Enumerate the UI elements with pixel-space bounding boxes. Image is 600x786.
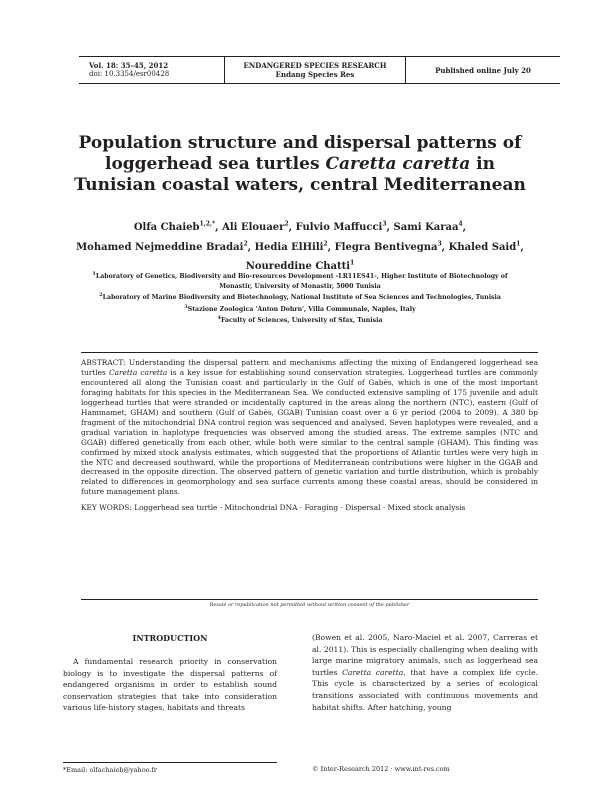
title-species: Caretta caretta [325, 154, 471, 174]
affiliation [75, 314, 525, 326]
journal-name-abbrev: Endang Species Res [275, 70, 355, 79]
author-affiliation-marker: 2 [323, 240, 328, 248]
author-name: Olfa Chaieb [133, 222, 200, 234]
author [296, 222, 394, 233]
title-text-1: Population structure and dispersal patterns of loggerhead sea turtles [78, 133, 522, 174]
author-affiliation-marker: 3 [382, 221, 387, 228]
author [394, 222, 467, 233]
author-name: Fulvio Maffucci [295, 222, 383, 234]
abstract-text-2: is a key issue for establishing sound conservation strategies. Loggerhead turtles are commonly encountered all along the Tunisian coast and particularly in the Gulf of Gabès, which is one of the most important foraging habitats for this species in the Mediterranean Sea. We conducted extensive sampling of 175 juvenile and adult loggerhead turtles that were stranded or incidentally captured in the areas along the northern (NTC), eastern (Gulf of Hammamet, GHAM) and southern (Gulf of Gabès, GGAB) Tunisian coast over a 6 yr period (2004 to 2009). A 380 bp fragment of the mitochondrial DNA control region was sequenced and analysed. Seven haplotypes were revealed, and a gradual variation in haplotype frequencies was observed among the studied areas. The extreme samples (NTC and GGAB) differed genetically from each other, while both were similar to the central sample (GHAM). This finding was confirmed by mixed stock analysis estimates, which suggested that the proportions of Atlantic turtles were very high in the NTC and decreased southward, while the proportions of Mediterranean contributions were higher in the GGAB and decreased in the opposite direction. The observed pattern of genetic variation and turtle distribution, which is probably related to differences in geomorphology and sea surface currents among these coastal areas, should be considered in future management plans. [81, 367, 538, 497]
intro-right-species: Caretta caretta [342, 667, 404, 677]
title-text-2: in Tunisian coastal waters, central Mediterranean [74, 154, 526, 195]
affiliation-text: Stazione Zoologica 'Anton Dohrn', Villa Communale, Naples, Italy [187, 305, 416, 313]
intro-right-paragraph [312, 632, 538, 713]
author-name: Mohamed Nejmeddine Bradai [76, 241, 244, 253]
author-affiliation-marker: 1 [516, 240, 521, 248]
affiliation-text: Laboratory of Genetics, Biodiversity and Bio-resources Development -LR11ES41-, Higher Institute of Biotechnology of Monastir, University of Monastir, 5000 Tunisia [95, 273, 508, 290]
author-name: Flegra Bentivegna [334, 241, 438, 253]
abstract-text-1: Understanding the dispersal pattern and mechanisms affecting the mixing of Endangered loggerhead sea turtles [81, 358, 538, 377]
author-name: Sami Karaa [393, 222, 459, 234]
author-separator: , [288, 222, 296, 234]
keywords-paragraph [81, 503, 538, 513]
author-separator: , [327, 241, 335, 253]
volume-info [79, 57, 225, 83]
journal-name [225, 57, 406, 83]
affiliation-number: 3 [184, 303, 188, 310]
affiliation-list [75, 270, 525, 326]
copyright-line: © Inter-Research 2012 · www.int-res.com [312, 765, 450, 773]
abstract-label: ABSTRACT: [81, 358, 126, 367]
affiliation-number: 4 [217, 315, 221, 322]
doi-line: doi: 10.3354/esr00428 [89, 70, 170, 78]
affiliation [75, 291, 525, 303]
author-separator: , [520, 241, 524, 253]
abstract-species: Caretta caretta [108, 367, 168, 377]
corresponding-email: *Email: olfachaieb@yahoo.fr [63, 762, 277, 774]
author [449, 242, 524, 253]
author-affiliation-marker: 2 [284, 221, 289, 228]
affiliation [75, 270, 525, 291]
author-list [70, 217, 530, 275]
left-column [63, 632, 277, 714]
author-name: Hedia ElHili [254, 241, 324, 253]
author [255, 242, 335, 253]
article-title [70, 133, 530, 196]
author-affiliation-marker: 1,2,* [199, 221, 216, 228]
author-affiliation-marker: 3 [437, 240, 442, 248]
abstract-box [81, 352, 538, 600]
author-affiliation-marker: 1 [350, 259, 355, 267]
published-date: Published online July 20 [435, 65, 531, 75]
republication-notice: Resale or republication not permitted without written consent of the publisher [209, 602, 410, 608]
introduction-heading: INTRODUCTION [132, 633, 208, 643]
abstract-paragraph [81, 358, 538, 497]
author [335, 242, 449, 253]
affiliation-number: 1 [92, 271, 96, 277]
affiliation-number: 2 [99, 292, 103, 299]
affiliation [75, 303, 525, 315]
intro-right-text-1: (Bowen et al. 2005, Naro-Maciel et al. 2007, Carreras et al. 2011). This is especially challenging when dealing with large marine migratory animals, such as loggerhead sea turtles [312, 633, 538, 677]
author [76, 242, 255, 253]
author-name: Noureddine Chatti [245, 260, 351, 272]
author-name: Khaled Said [448, 241, 517, 253]
author-separator: , [386, 222, 394, 234]
author-separator: , [462, 222, 467, 234]
affiliation-text: Faculty of Sciences, University of Sfax, Tunisia [220, 317, 383, 325]
author-separator: , [441, 241, 449, 253]
author-separator: , [247, 241, 255, 253]
keywords-label: KEY WORDS: [81, 503, 132, 513]
author-separator: , [215, 222, 223, 234]
author [134, 222, 222, 233]
journal-name-full: ENDANGERED SPECIES RESEARCH [243, 61, 387, 70]
intro-right-text-2: , that have a complex life cycle. This cycle is characterized by a series of ecological transitions associated with continuous movements and habitat shifts. After hatching, young [312, 667, 538, 712]
right-column [312, 632, 538, 713]
author-affiliation-marker: 2 [243, 240, 248, 248]
keywords-text: Loggerhead sea turtle · Mitochondrial DNA · Foraging · Dispersal · Mixed stock analysis [131, 503, 466, 513]
journal-header-bar [79, 56, 560, 84]
author [222, 222, 295, 233]
author-name: Ali Elouaer [222, 222, 285, 234]
publication-date [406, 57, 560, 83]
intro-left-paragraph: A fundamental research priority in conservation biology is to investigate the dispersal patterns of endangered organisms in order to establish sound conservation strategies that take into consideration various life-history stages, habitats and threats [63, 657, 277, 713]
volume-line: Vol. 18: 35–45, 2012 [89, 61, 169, 70]
affiliation-text: Laboratory of Marine Biodiversity and Biotechnology, National Institute of Sea Sciences and Technologies, Tunisia [102, 294, 501, 302]
author-affiliation-marker: 4 [458, 221, 463, 228]
